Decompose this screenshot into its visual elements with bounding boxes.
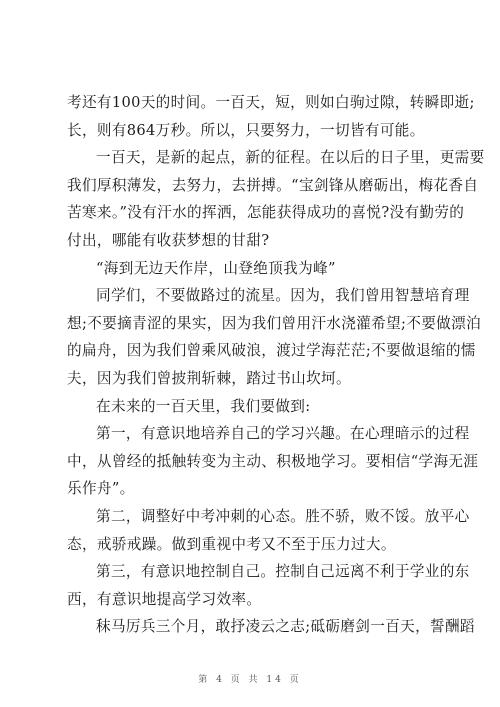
text-line: 态，戒骄戒躁。做到重视中考又不至于压力过大。 [67,535,396,553]
paragraph-5 [67,393,439,421]
text-line: 长，则有864万秒。所以，只要努力，一切皆有可能。 [67,121,425,139]
text-line: 夫，因为我们曾披荆斩棘，踏过书山坎坷。 [67,369,351,387]
text-line: 在未来的一百天里，我们要做到: [96,397,311,415]
text-line: 同学们，不要做路过的流星。因为，我们曾用智慧培育理 [96,287,470,305]
text-line: 苦寒来。”没有汗水的挥洒，怎能获得成功的喜悦?没有勤劳的 [67,204,465,222]
text-line: 第一，有意识地培养自己的学习兴趣。在心理暗示的过程 [96,425,470,443]
paragraph-8 [67,558,470,613]
quote-line: “海到无边天作岸，山登绝顶我为峰” [96,259,336,277]
text-line: 秣马厉兵三个月，敢抒凌云之志;砥砺磨剑一百天，誓酬蹈 [96,618,475,636]
paragraph-6 [67,420,479,503]
text-line: 的扁舟，因为我们曾乘风破浪，渡过学海茫茫;不要做退缩的懦 [67,342,476,360]
text-line: 中，从曾经的抵触转变为主动、积极地学习。要相信“学海无涯 [67,452,479,470]
text-line: 考还有100天的时间。一百天，短，则如白驹过隙，转瞬即逝; [67,94,475,111]
text-line: 我们厚积薄发，去努力，去拼搏。“宝剑锋从磨砺出，梅花香自 [67,176,479,194]
text-line: 一百天，是新的起点，新的征程。在以后的日子里，更需要 [96,149,485,167]
paragraph-1 [67,89,475,144]
text-line: 第二，调整好中考冲刺的心态。胜不骄，败不馁。放平心 [96,507,470,525]
text-line: 西，有意识地提高学习效率。 [67,590,262,608]
body-text [67,89,485,641]
text-line: 第三，有意识地控制自己。控制自己远离不利于学业的东 [96,563,470,581]
paragraph-2 [67,144,485,254]
paragraph-7 [67,503,470,558]
paragraph-4 [67,282,482,392]
page-footer: 第 4 页 共 14 页 [198,675,302,685]
quote-paragraph [67,255,439,283]
text-line: 乐作舟”。 [67,480,135,498]
paragraph-9 [67,613,475,641]
text-line: 付出，哪能有收获梦想的甘甜? [67,231,270,249]
text-line: 想;不要摘青涩的果实，因为我们曾用汗水浇灌希望;不要做漂泊 [67,314,482,332]
